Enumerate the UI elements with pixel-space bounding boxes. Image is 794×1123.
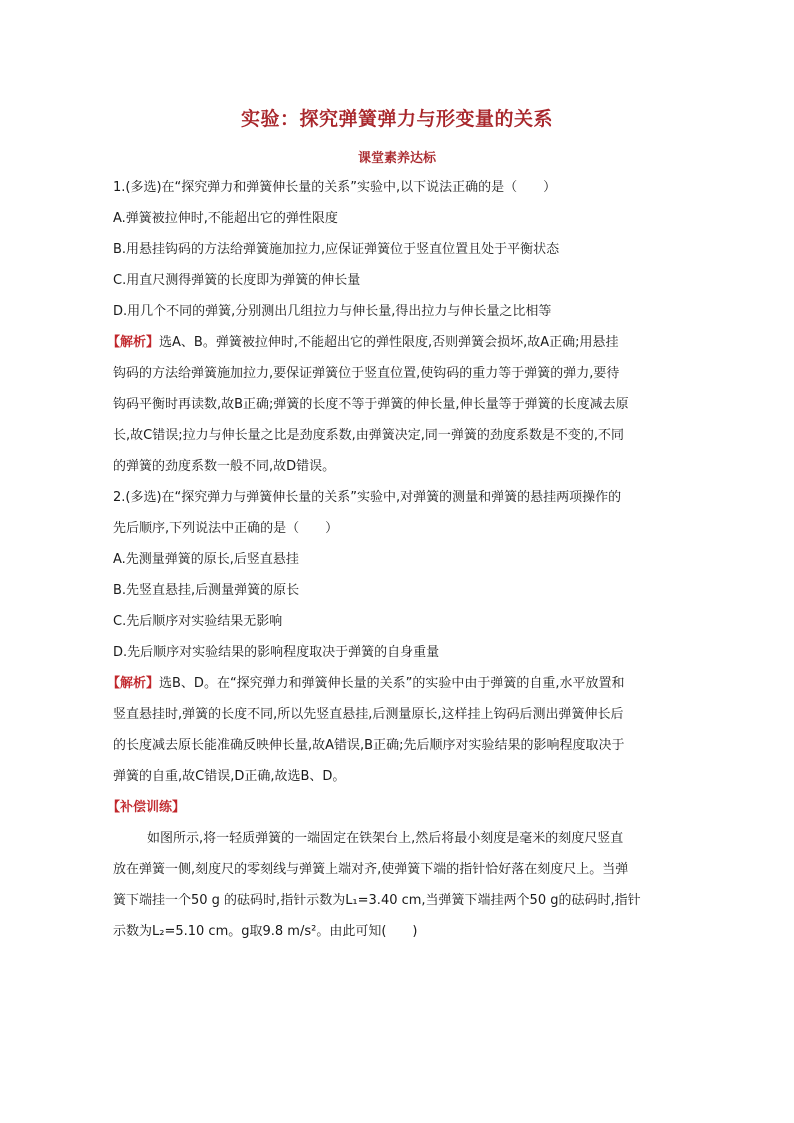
- analysis-tag: 【解析】: [107, 335, 160, 350]
- q2-option-a: A.先测量弹簧的原长,后竖直悬挂: [113, 552, 299, 567]
- analysis-text: 选B、D。在“探究弹力和弹簧伸长量的关系”的实验中由于弹簧的自重,水平放置和: [159, 676, 625, 691]
- q1-stem: 1.(多选)在“探究弹力和弹簧伸长量的关系”实验中,以下说法正确的是（ ）: [113, 180, 557, 195]
- extra-training-line: 如图所示,将一轻质弹簧的一端固定在铁架台上,然后将最小刻度是毫米的刻度尺竖直: [147, 831, 624, 846]
- extra-training-heading: [107, 792, 685, 823]
- extra-training-tag: 【补偿训练】: [107, 800, 186, 815]
- q1-option-a: A.弹簧被拉伸时,不能超出它的弹性限度: [113, 211, 338, 226]
- q1-option-c: C.用直尺测得弹簧的长度即为弹簧的伸长量: [113, 273, 361, 288]
- q2-option-d: D.先后顺序对实验结果的影响程度取决于弹簧的自身重量: [113, 645, 440, 660]
- q1-analysis-line: [107, 327, 685, 358]
- q2-analysis-line: 弹簧的自重,故C错误,D正确,故选B、D。: [113, 769, 346, 784]
- extra-training-line: 示数为L₂=5.10 cm。g取9.8 m/s²。由此可知( ): [113, 924, 418, 939]
- q2-analysis-line: 竖直悬挂时,弹簧的长度不同,所以先竖直悬挂,后测量原长,这样挂上钩码后测出弹簧伸长后: [113, 707, 624, 722]
- extra-training-line: 簧下端挂一个50 g 的砝码时,指针示数为L₁=3.40 cm,当弹簧下端挂两个50 g的砝码时,指针: [113, 893, 641, 908]
- q1-option-b: B.用悬挂钩码的方法给弹簧施加拉力,应保证弹簧位于竖直位置且处于平衡状态: [113, 242, 560, 257]
- section-subtitle: 课堂素养达标: [357, 151, 436, 166]
- analysis-tag: 【解析】: [107, 676, 160, 691]
- extra-training-line: 放在弹簧一侧,刻度尺的零刻线与弹簧上端对齐,使弹簧下端的指针恰好落在刻度尺上。当弹: [113, 862, 629, 877]
- q1-analysis-line: 长,故C错误;拉力与伸长量之比是劲度系数,由弹簧决定,同一弹簧的劲度系数是不变的,不同: [113, 428, 624, 443]
- document-body: [107, 172, 685, 947]
- q2-analysis-line: 的长度减去原长能准确反映伸长量,故A错误,B正确;先后顺序对实验结果的影响程度取决于: [113, 738, 625, 753]
- page-title: 实验：探究弹簧弹力与形变量的关系: [240, 108, 553, 130]
- q1-option-d: D.用几个不同的弹簧,分别测出几组拉力与伸长量,得出拉力与伸长量之比相等: [113, 304, 552, 319]
- q1-analysis-line: 的弹簧的劲度系数一般不同,故D错误。: [113, 459, 336, 474]
- q1-analysis-line: 钩码平衡时再读数,故B正确;弹簧的长度不等于弹簧的伸长量,伸长量等于弹簧的长度减去原: [113, 397, 629, 412]
- q2-analysis-line: [107, 668, 685, 699]
- q2-stem: 先后顺序,下列说法中正确的是（ ）: [113, 521, 339, 536]
- q2-stem: 2.(多选)在“探究弹力与弹簧伸长量的关系”实验中,对弹簧的测量和弹簧的悬挂两项操作的: [113, 490, 622, 505]
- analysis-text: 选A、B。弹簧被拉伸时,不能超出它的弹性限度,否则弹簧会损坏,故A正确;用悬挂: [159, 335, 619, 350]
- q1-analysis-line: 钩码的方法给弹簧施加拉力,要保证弹簧位于竖直位置,使钩码的重力等于弹簧的弹力,要待: [113, 366, 620, 381]
- q2-option-b: B.先竖直悬挂,后测量弹簧的原长: [113, 583, 300, 598]
- q2-option-c: C.先后顺序对实验结果无影响: [113, 614, 283, 629]
